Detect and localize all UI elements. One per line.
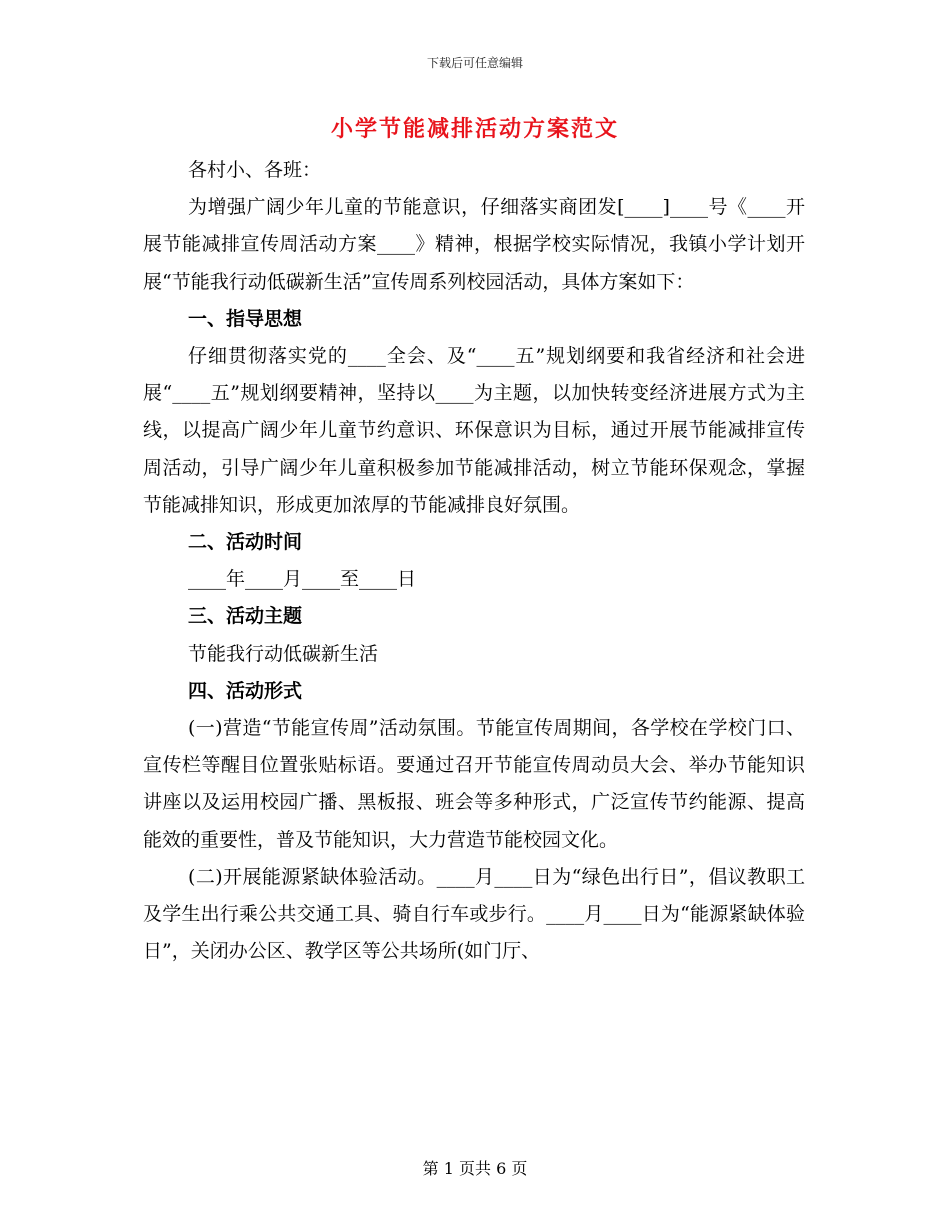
paragraph-energy-shortage: (二)开展能源紧缺体验活动。____月____日为“绿色出行日”，倡议教职工及学生出行乘公共交通工具、骑自行车或步行。____月____日为“能源紧缺体验日”，关闭办公区、教学区等公共场所(如门厅、 (143, 865, 805, 963)
page-footer: 第 1 页共 6 页 (422, 1159, 528, 1178)
section-heading-guiding-ideology: 一、指导思想 (188, 307, 303, 330)
page-header: 下载后可任意编辑 (426, 56, 523, 70)
salutation: 各村小、各班： (188, 159, 322, 181)
section-text-guiding-ideology: 仔细贯彻落实党的____全会、及“____五”规划纲要和我省经济和社会进展“____五”规划纲要精神，坚持以____为主题，以加快转变经济进展方式为主线，以提高广阔少年儿童节约意识、环保意识为目标，通过开展节能减排宣传周活动，引导广阔少年儿童积极参加节能减排活动，树立节能环保观念，掌握节能减排知识，形成更加浓厚的节能减排良好氛围。 (143, 345, 805, 516)
document-title: 小学节能减排活动方案范文 (330, 116, 619, 142)
section-text-activity-form: (一)营造“节能宣传周”活动氛围。节能宣传周期间，各学校在学校门口、宣传栏等醒目位置张贴标语。要通过召开节能宣传周动员大会、举办节能知识讲座以及运用校园广播、黑板报、班会等多种形式，广泛宣传节约能源、提高能效的重要性，普及节能知识，大力营造节能校园文化。 (143, 717, 805, 851)
section-text-activity-theme: 节能我行动低碳新生活 (188, 642, 379, 665)
section-heading-activity-form: 四、活动形式 (188, 679, 303, 702)
section-heading-activity-time: 二、活动时间 (188, 531, 303, 554)
section-text-activity-time: ____年____月____至____日 (188, 568, 417, 591)
document-body (143, 152, 805, 970)
intro-paragraph: 为增强广阔少年儿童的节能意识，仔细落实商团发[____]____号《____开展节能减排宣传周活动方案____》精神，根据学校实际情况，我镇小学计划开展“节能我行动低碳新生活”宣传周系列校园活动，具体方案如下： (143, 196, 805, 293)
section-heading-activity-theme: 三、活动主题 (188, 605, 303, 628)
